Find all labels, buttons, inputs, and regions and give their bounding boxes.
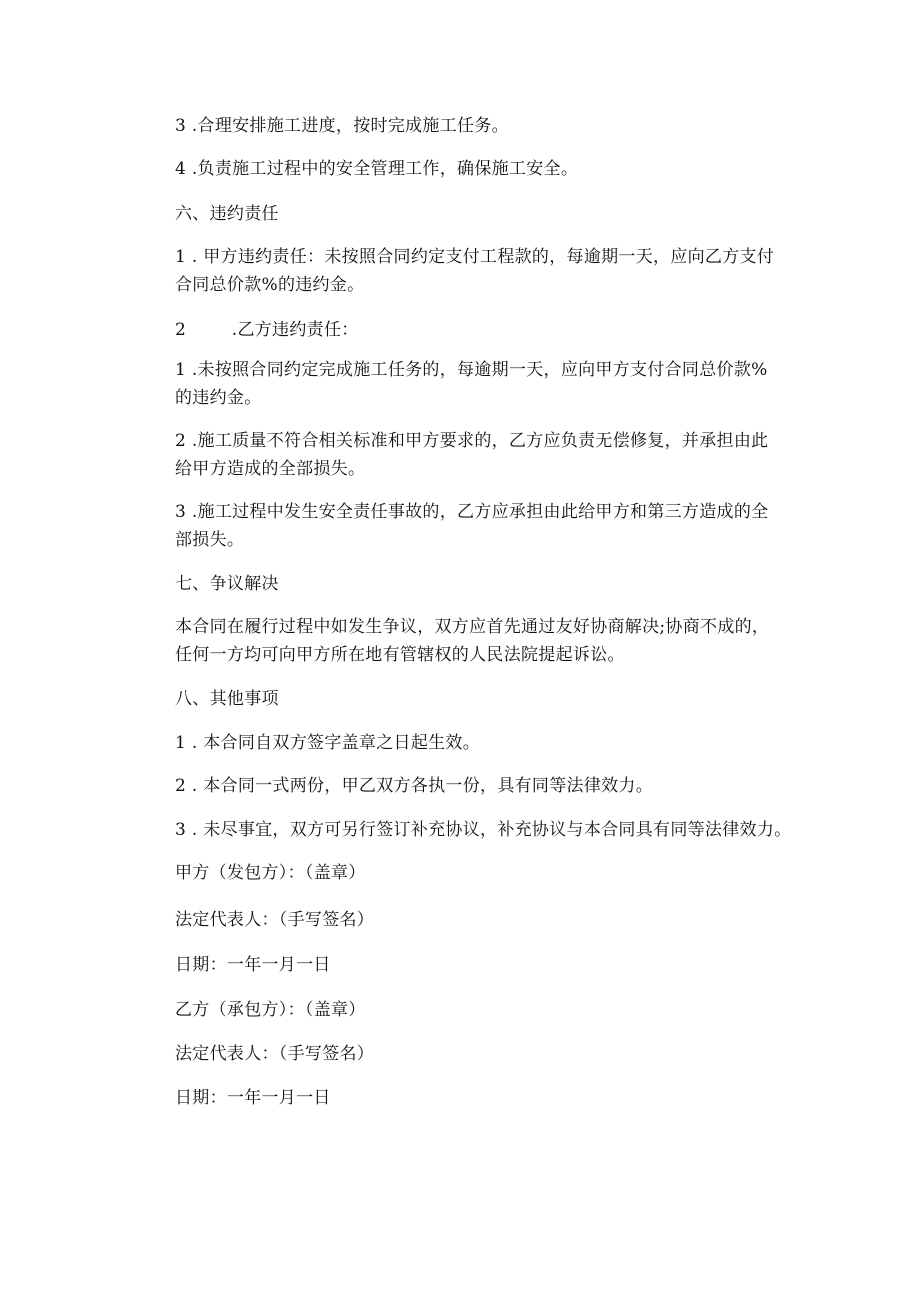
- clause-b-liability-1: [138, 356, 783, 412]
- clause-b-liability-2: [138, 427, 783, 483]
- signature-party-b-date: 日期：一年一月一日: [175, 1088, 331, 1108]
- clause-party-a-liability: [138, 243, 783, 299]
- clause-dispute-text: 本合同在履行过程中如发生争议，双方应首先通过友好协商解决;协商不成的，任何一方均可向甲方所在地有管辖权的人民法院提起诉讼。: [175, 617, 770, 665]
- clause-b-liability-3-text: 3 .施工过程中发生安全责任事故的，乙方应承担由此给甲方和第三方造成的全部损失。: [175, 502, 769, 550]
- section-heading-dispute: 七、争议解决: [175, 574, 279, 594]
- signature-party-a-representative: 法定代表人：（手写签名）: [175, 910, 375, 930]
- clause-other-3: 3 . 未尽事宜，双方可另行签订补充协议，补充协议与本合同具有同等法律效力。: [175, 820, 792, 840]
- clause-other-2: 2 . 本合同一式两份，甲乙双方各执一份，具有同等法律效力。: [175, 776, 654, 796]
- section-heading-other: 八、其他事项: [175, 689, 279, 709]
- clause-other-1: 1 . 本合同自双方签字盖章之日起生效。: [175, 733, 481, 753]
- signature-party-a-date: 日期：一年一月一日: [175, 955, 331, 975]
- clause-duty-3: 3 .合理安排施工进度，按时完成施工任务。: [175, 116, 509, 136]
- clause-party-a-liability-text: 1 . 甲方违约责任：未按照合同约定支付工程款的，每逾期一天，应向乙方支付合同总价款%的违约金。: [175, 247, 775, 295]
- signature-party-b: 乙方（承包方）：（盖章）: [175, 1000, 366, 1020]
- signature-party-b-representative: 法定代表人：（手写签名）: [175, 1044, 375, 1064]
- clause-b-liability-1-text: 1 .未按照合同约定完成施工任务的，每逾期一天，应向甲方支付合同总价款%的违约金。: [175, 360, 768, 408]
- clause-b-liability-3: [138, 498, 783, 554]
- clause-dispute: [138, 613, 783, 669]
- clause-duty-4: 4 .负责施工过程中的安全管理工作，确保施工安全。: [175, 159, 579, 179]
- clause-party-b-liability-heading: 2 .乙方违约责任：: [175, 320, 359, 340]
- clause-b-liability-2-text: 2 .施工质量不符合相关标准和甲方要求的，乙方应负责无偿修复，并承担由此给甲方造成的全部损失。: [175, 431, 769, 479]
- section-heading-breach: 六、违约责任: [175, 204, 279, 224]
- signature-party-a: 甲方（发包方）：（盖章）: [175, 863, 366, 883]
